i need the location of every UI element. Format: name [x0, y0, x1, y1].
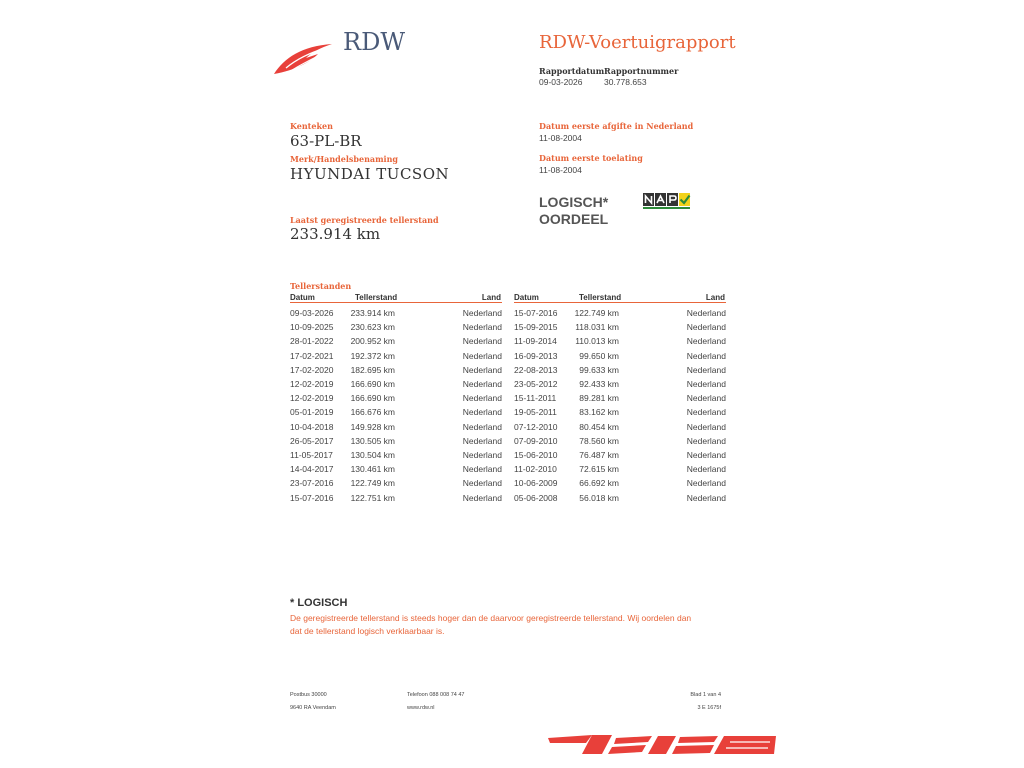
left-tellerstand-header: Tellerstand	[355, 293, 398, 302]
table-row	[514, 464, 726, 478]
laatst-tellerstand-label: Laatst geregistreerde tellerstand	[290, 215, 439, 225]
rapportnummer-value: 30.778.653	[604, 77, 647, 87]
table-row	[290, 336, 502, 350]
right-datum-cell: 23-05-2012	[514, 379, 558, 389]
left-datum-cell: 14-04-2017	[290, 464, 334, 475]
right-tellerstand-cell: 89.281 km	[579, 393, 619, 404]
table-row	[290, 422, 502, 436]
eerste-toelating-value: 11-08-2004	[539, 165, 582, 175]
left-tellerstand-cell: 166.676 km	[350, 407, 395, 418]
table-row	[290, 407, 502, 421]
left-land-cell: Nederland	[462, 364, 502, 375]
table-row	[514, 351, 726, 365]
table-row	[290, 365, 502, 379]
left-datum-cell: 10-04-2018	[290, 421, 334, 432]
right-datum-cell: 11-02-2010	[514, 464, 557, 475]
left-datum-cell: 26-05-2017	[290, 435, 334, 446]
right-header-rule	[514, 302, 726, 303]
table-row	[290, 450, 502, 464]
right-land-cell: Nederland	[686, 393, 726, 404]
left-tellerstand-cell: 166.690 km	[350, 393, 395, 404]
merk-value: HYUNDAI TUCSON	[290, 165, 450, 183]
report-title: RDW-Voertuigrapport	[539, 32, 736, 53]
left-datum-cell: 23-07-2016	[290, 478, 334, 489]
table-row	[290, 393, 502, 407]
left-datum-cell: 17-02-2020	[290, 364, 334, 375]
right-tellerstand-cell: 80.454 km	[579, 421, 619, 432]
left-land-cell: Nederland	[462, 350, 502, 361]
left-tellerstand-cell: 122.749 km	[350, 478, 395, 489]
right-datum-cell: 22-08-2013	[514, 364, 558, 375]
merk-label: Merk/Handelsbenaming	[290, 154, 399, 164]
footer-website[interactable]: www.rdw.nl	[407, 705, 435, 711]
table-row	[514, 308, 726, 322]
oordeel-status: LOGISCH*	[539, 194, 609, 210]
rapportdatum-label: Rapportdatum	[539, 66, 605, 76]
right-datum-header: Datum	[514, 293, 539, 302]
left-tellerstand-cell: 182.695 km	[350, 364, 395, 375]
table-row	[290, 436, 502, 450]
right-land-cell: Nederland	[686, 421, 726, 432]
table-row	[290, 308, 502, 322]
left-datum-cell: 12-02-2019	[290, 379, 334, 389]
footer-telefoon: Telefoon 088 008 74 47	[407, 692, 465, 698]
kenteken-value: 63-PL-BR	[290, 132, 362, 150]
left-datum-cell: 17-02-2021	[290, 350, 334, 361]
table-row	[290, 493, 502, 507]
right-datum-cell: 15-11-2011	[514, 393, 557, 404]
right-datum-cell: 15-09-2015	[514, 322, 558, 333]
table-row	[514, 322, 726, 336]
footnote-text: De geregistreerde tellerstand is steeds hoger dan de daarvoor geregistreerde tellerstand. Wij oordelen dan dat de tellerstand logisch verklaarbaar is.	[290, 613, 692, 636]
right-land-cell: Nederland	[686, 379, 726, 389]
right-tellerstand-cell: 122.749 km	[574, 308, 619, 318]
oordeel-label: OORDEEL	[539, 211, 609, 227]
right-tellerstand-cell: 92.433 km	[579, 379, 619, 389]
right-datum-cell: 11-09-2014	[514, 336, 557, 347]
table-row	[514, 478, 726, 492]
right-tellerstand-cell: 78.560 km	[579, 435, 619, 446]
left-land-cell: Nederland	[462, 308, 502, 318]
table-row	[514, 493, 726, 507]
eerste-afgifte-label: Datum eerste afgifte in Nederland	[539, 121, 694, 131]
footer-page-number: Blad 1 van 4	[690, 692, 721, 698]
footer-code: 3 E 1675f	[697, 705, 721, 711]
left-datum-header: Datum	[290, 293, 315, 302]
right-datum-cell: 05-06-2008	[514, 492, 558, 503]
brand-name: RDW	[343, 28, 405, 56]
table-row	[514, 365, 726, 379]
right-datum-cell: 16-09-2013	[514, 350, 558, 361]
right-land-header: Land	[705, 293, 725, 302]
left-datum-cell: 15-07-2016	[290, 492, 334, 503]
right-tellerstand-cell: 99.650 km	[579, 350, 619, 361]
right-tellerstand-cell: 99.633 km	[579, 364, 619, 375]
left-datum-cell: 09-03-2026	[290, 308, 334, 318]
table-row	[514, 436, 726, 450]
right-tellerstand-cell: 56.018 km	[579, 492, 619, 503]
table-row	[290, 478, 502, 492]
eerste-afgifte-value: 11-08-2004	[539, 133, 582, 143]
table-row	[514, 422, 726, 436]
laatst-tellerstand-value: 233.914 km	[290, 225, 381, 243]
right-tellerstand-cell: 118.031 km	[575, 322, 619, 333]
right-land-cell: Nederland	[686, 322, 726, 333]
left-tellerstand-cell: 192.372 km	[350, 350, 395, 361]
left-datum-cell: 11-05-2017	[290, 450, 333, 460]
left-land-cell: Nederland	[462, 379, 502, 389]
right-land-cell: Nederland	[686, 350, 726, 361]
table-row	[290, 351, 502, 365]
table-row	[514, 407, 726, 421]
right-datum-cell: 19-05-2011	[514, 407, 557, 418]
right-datum-cell: 15-07-2016	[514, 308, 558, 318]
right-land-cell: Nederland	[686, 478, 726, 489]
left-datum-cell: 10-09-2025	[290, 322, 334, 333]
nap-logo-icon	[643, 192, 691, 210]
right-datum-cell: 07-09-2010	[514, 435, 558, 446]
left-datum-cell: 28-01-2022	[290, 336, 334, 347]
table-row	[514, 379, 726, 393]
footer-postbus: Postbus 30000	[290, 692, 327, 698]
eerste-toelating-label: Datum eerste toelating	[539, 153, 643, 163]
left-land-cell: Nederland	[462, 464, 502, 475]
rdw-stripes-icon	[548, 732, 776, 758]
left-datum-cell: 05-01-2019	[290, 407, 334, 418]
right-land-cell: Nederland	[686, 492, 726, 503]
right-land-cell: Nederland	[686, 308, 726, 318]
right-datum-cell: 10-06-2009	[514, 478, 558, 489]
left-land-cell: Nederland	[462, 322, 502, 333]
tellerstanden-title: Tellerstanden	[290, 281, 352, 291]
left-land-cell: Nederland	[462, 421, 502, 432]
left-tellerstand-cell: 166.690 km	[350, 379, 395, 389]
left-tellerstand-cell: 130.504 km	[350, 450, 395, 460]
right-tellerstand-header: Tellerstand	[579, 293, 622, 302]
right-datum-cell: 15-06-2010	[514, 450, 558, 460]
right-tellerstand-cell: 66.692 km	[579, 478, 619, 489]
rdw-logo-icon	[272, 40, 334, 76]
left-tellerstand-cell: 130.505 km	[350, 435, 395, 446]
left-tellerstand-cell: 233.914 km	[350, 308, 395, 318]
left-land-header: Land	[481, 293, 501, 302]
table-row	[290, 464, 502, 478]
left-tellerstand-cell: 230.623 km	[350, 322, 395, 333]
right-land-cell: Nederland	[686, 407, 726, 418]
left-land-cell: Nederland	[462, 435, 502, 446]
right-land-cell: Nederland	[686, 435, 726, 446]
table-row	[514, 393, 726, 407]
right-land-cell: Nederland	[686, 464, 726, 475]
table-row	[514, 450, 726, 464]
right-tellerstand-cell: 76.487 km	[579, 450, 619, 460]
rapportnummer-label: Rapportnummer	[604, 66, 679, 76]
table-row	[290, 379, 502, 393]
table-row	[514, 336, 726, 350]
left-land-cell: Nederland	[462, 492, 502, 503]
left-tellerstand-cell: 200.952 km	[350, 336, 395, 347]
left-header-rule	[290, 302, 502, 303]
right-land-cell: Nederland	[686, 336, 726, 347]
footer-postcode: 9640 RA Veendam	[290, 705, 336, 711]
left-land-cell: Nederland	[462, 450, 502, 460]
right-land-cell: Nederland	[686, 450, 726, 460]
left-tellerstand-cell: 122.751 km	[350, 492, 395, 503]
left-datum-cell: 12-02-2019	[290, 393, 334, 404]
kenteken-label: Kenteken	[290, 121, 333, 131]
left-land-cell: Nederland	[462, 478, 502, 489]
left-land-cell: Nederland	[462, 393, 502, 404]
right-tellerstand-cell: 110.013 km	[575, 336, 619, 347]
table-row	[290, 322, 502, 336]
left-land-cell: Nederland	[462, 336, 502, 347]
footnote-title: * LOGISCH	[290, 597, 348, 609]
right-datum-cell: 07-12-2010	[514, 421, 558, 432]
rapportdatum-value: 09-03-2026	[539, 77, 583, 87]
right-tellerstand-cell: 83.162 km	[579, 407, 619, 418]
left-land-cell: Nederland	[462, 407, 502, 418]
left-tellerstand-cell: 130.461 km	[350, 464, 395, 475]
left-tellerstand-cell: 149.928 km	[350, 421, 395, 432]
right-tellerstand-cell: 72.615 km	[579, 464, 619, 475]
right-land-cell: Nederland	[686, 364, 726, 375]
